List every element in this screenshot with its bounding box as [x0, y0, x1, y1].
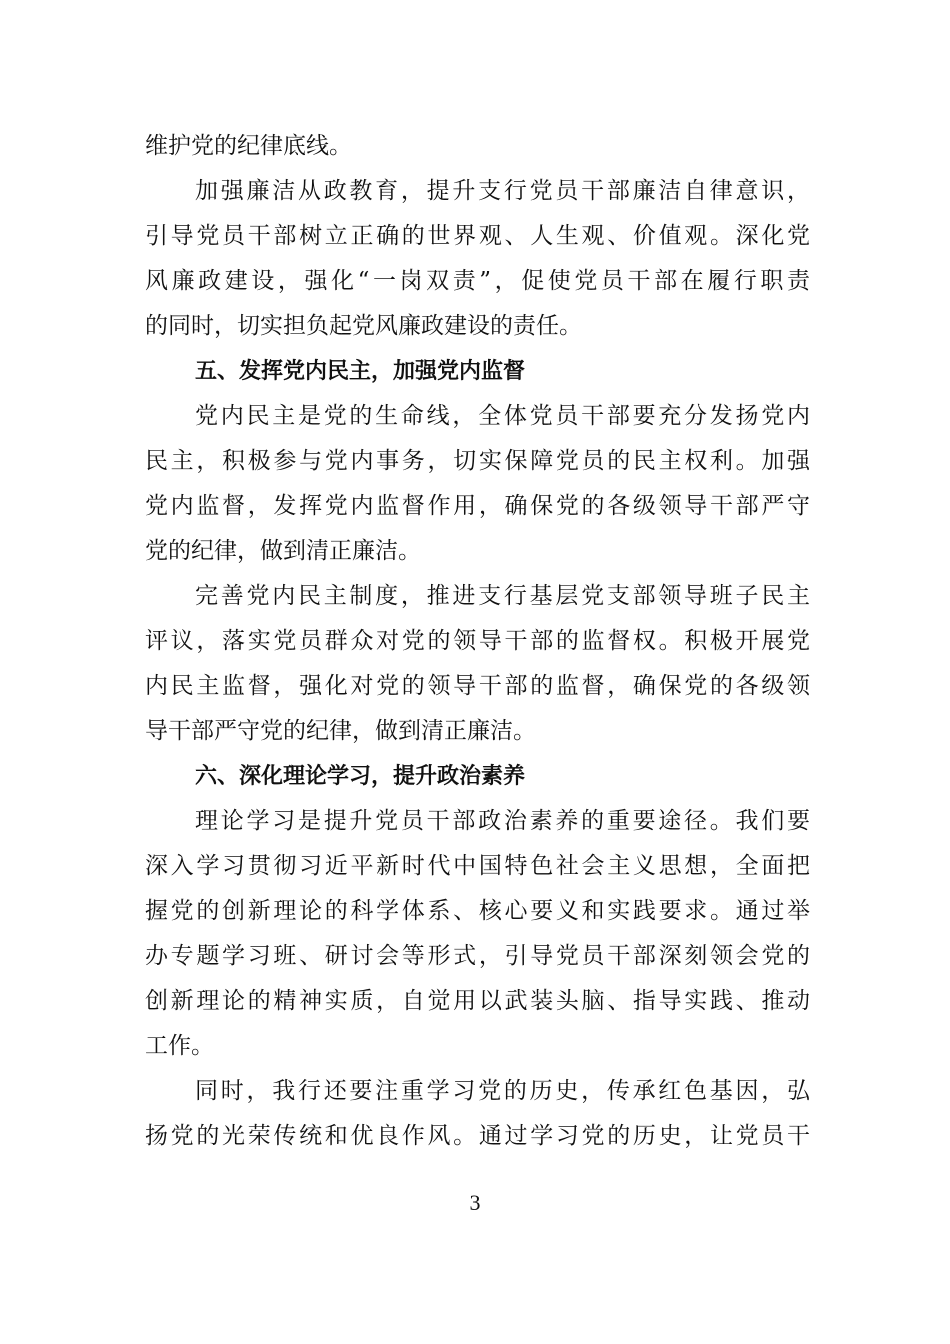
text-line: 维护党的纪律底线。: [145, 133, 352, 159]
paragraph-first-line: 党内民主是党的生命线，全体党员干部要充分发扬党内: [195, 403, 810, 429]
section-heading-6: 六、深化理论学习，提升政治素养: [195, 764, 526, 789]
text-line: 扬党的光荣传统和优良作风。通过学习党的历史，让党员干: [145, 1123, 810, 1149]
text-line: 党内监督，发挥党内监督作用，确保党的各级领导干部严守: [145, 493, 810, 519]
text-line: 内民主监督，强化对党的领导干部的监督，确保党的各级领: [145, 673, 810, 699]
text-line: 深入学习贯彻习近平新时代中国特色社会主义思想，全面把: [145, 853, 810, 879]
text-line: 民主，积极参与党内事务，切实保障党员的民主权利。加强: [145, 448, 810, 474]
paragraph-first-line: 完善党内民主制度，推进支行基层党支部领导班子民主: [195, 583, 810, 609]
text-line: 握党的创新理论的科学体系、核心要义和实践要求。通过举: [145, 898, 810, 924]
text-line: 导干部严守党的纪律，做到清正廉洁。: [145, 718, 536, 744]
page-number: 3: [469, 1190, 481, 1215]
text-line: 引导党员干部树立正确的世界观、人生观、价值观。深化党: [145, 223, 810, 249]
text-line: 党的纪律，做到清正廉洁。: [145, 538, 421, 564]
paragraph-first-line: 理论学习是提升党员干部政治素养的重要途径。我们要: [195, 808, 810, 834]
paragraph-first-line: 同时，我行还要注重学习党的历史，传承红色基因，弘: [195, 1078, 810, 1104]
text-line: 创新理论的精神实质，自觉用以武装头脑、指导实践、推动: [145, 988, 810, 1014]
text-line: 的同时，切实担负起党风廉政建设的责任。: [145, 313, 582, 339]
document-page: [145, 124, 810, 1159]
text-line: 风廉政建设，强化“一岗双责”，促使党员干部在履行职责: [145, 268, 810, 294]
text-line: 工作。: [145, 1033, 214, 1059]
paragraph-first-line: 加强廉洁从政教育，提升支行党员干部廉洁自律意识，: [195, 178, 810, 204]
text-line: 办专题学习班、研讨会等形式，引导党员干部深刻领会党的: [145, 943, 810, 969]
text-line: 评议，落实党员群众对党的领导干部的监督权。积极开展党: [145, 628, 810, 654]
section-heading-5: 五、发挥党内民主，加强党内监督: [195, 359, 526, 384]
